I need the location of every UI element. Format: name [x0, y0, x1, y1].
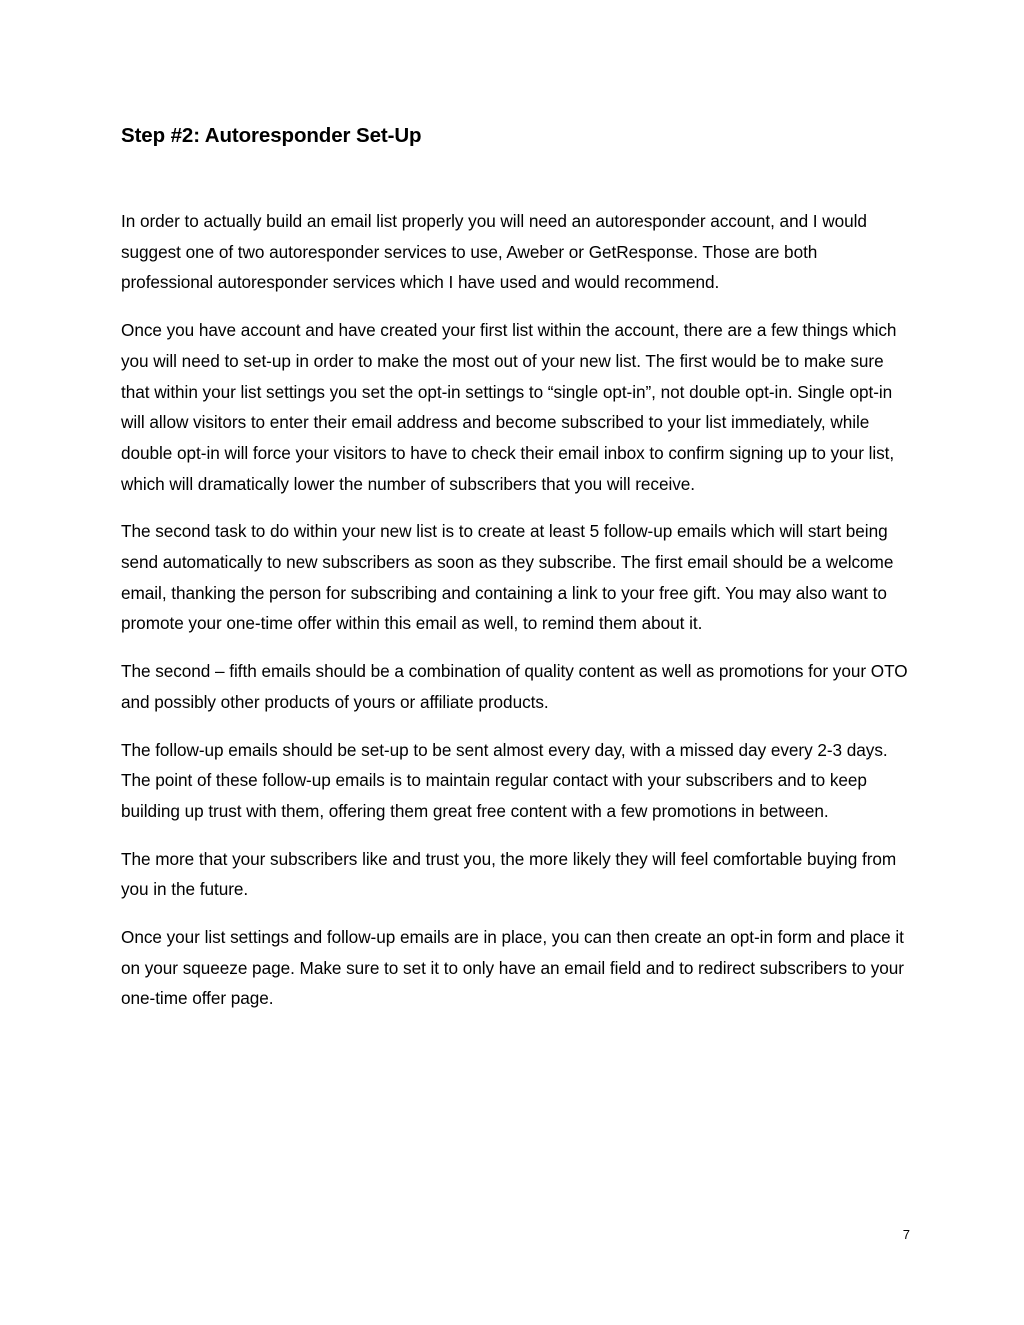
- paragraph-follow-up-emails: The second task to do within your new list is to create at least 5 follow-up emails which will start being send automatically to new subscribers as soon as they subscribe. The first email should be a welcome email, thanking the person for subscribing and containing a link to your free gift. You may also want to promote your one-time offer within this email as well, to remind them about it.: [121, 521, 894, 634]
- section-heading: Step #2: Autoresponder Set-Up: [121, 124, 422, 147]
- paragraph-opt-in-form: Once your list settings and follow-up emails are in place, you can then create an opt-in form and place it on your squeeze page. Make sure to set it to only have an email field and to redirect subscribers to your one-time offer page.: [121, 927, 904, 1009]
- paragraph-schedule: The follow-up emails should be set-up to be sent almost every day, with a missed day every 2-3 days. The point of these follow-up emails is to maintain regular contact with your subscribers and to keep building up trust with them, offering them great free content with a few promotions in between.: [121, 739, 888, 821]
- paragraph-trust: The more that your subscribers like and trust you, the more likely they will feel comfortable buying from you in the future.: [121, 848, 897, 900]
- paragraph-second-fifth-emails: The second – fifth emails should be a combination of quality content as well as promotions for your OTO and possibly other products of yours or affiliate products.: [121, 661, 908, 712]
- page-number: 7: [902, 1227, 910, 1242]
- page-content: [121, 118, 911, 1031]
- body-text: [121, 206, 911, 1014]
- paragraph-intro: In order to actually build an email list properly you will need an autoresponder account, and I would suggest one of two autoresponder services to use, Aweber or GetResponse. Those are both professional autoresponder services which I have used and would recommend.: [121, 211, 867, 293]
- paragraph-list-setup: Once you have account and have created your first list within the account, there are a few things which you will need to set-up in order to make the most out of your new list. The first would be to make sure that within your list settings you set the opt-in settings to “single opt-in”, not double opt-in. Single opt-in will allow visitors to enter their email address and become subscribed to your list immediately, while double opt-in will force your visitors to have to check their email inbox to confirm signing up to your list, which will dramatically lower the number of subscribers that you will receive.: [121, 320, 897, 494]
